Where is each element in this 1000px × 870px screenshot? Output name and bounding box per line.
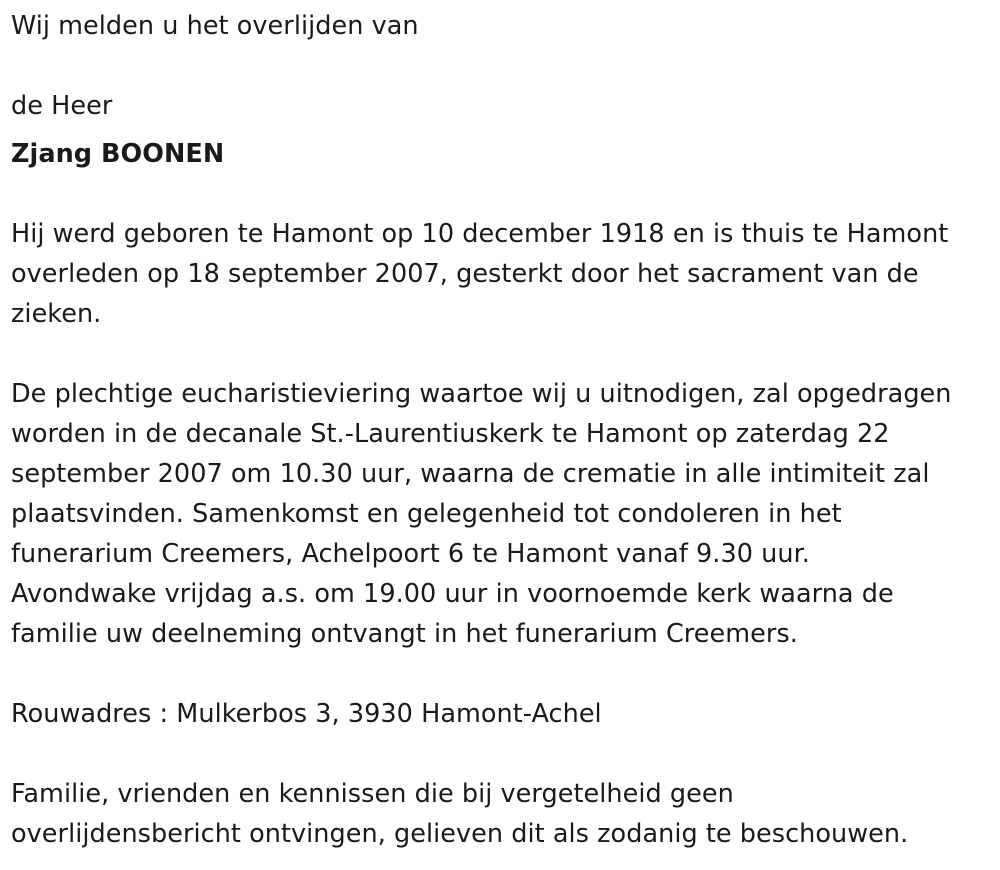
paragraph-line: Familie, vrienden en kennissen die bij vergetelheid geen	[11, 779, 734, 809]
ceremony-paragraph	[11, 374, 996, 654]
intro-text: Wij melden u het overlijden van	[11, 11, 419, 41]
birth-death-paragraph	[11, 214, 996, 334]
paragraph-line: De plechtige eucharistieviering waartoe wij u uitnodigen, zal opgedragen	[11, 379, 952, 409]
spacer	[11, 334, 996, 374]
paragraph-line: familie uw deelneming ontvangt in het funerarium Creemers.	[11, 619, 798, 649]
paragraph-line: worden in de decanale St.-Laurentiuskerk te Hamont op zaterdag 22	[11, 419, 890, 449]
spacer	[11, 734, 996, 774]
spacer	[11, 174, 996, 214]
paragraph-line: overlijdensbericht ontvingen, gelieven dit als zodanig te beschouwen.	[11, 819, 909, 849]
paragraph-line: plaatsvinden. Samenkomst en gelegenheid tot condoleren in het	[11, 499, 842, 529]
mourning-address: Rouwadres : Mulkerbos 3, 3930 Hamont-Achel	[11, 699, 602, 729]
closing-paragraph	[11, 774, 996, 854]
death-notice	[11, 6, 996, 854]
paragraph-line: Avondwake vrijdag a.s. om 19.00 uur in voornoemde kerk waarna de	[11, 579, 894, 609]
paragraph-line: september 2007 om 10.30 uur, waarna de crematie in alle intimiteit zal	[11, 459, 930, 489]
paragraph-line: funerarium Creemers, Achelpoort 6 te Hamont vanaf 9.30 uur.	[11, 539, 810, 569]
deceased-name: Zjang BOONEN	[11, 139, 225, 169]
spacer	[11, 654, 996, 694]
spacer	[11, 46, 996, 86]
paragraph-line: zieken.	[11, 299, 102, 329]
paragraph-line: overleden op 18 september 2007, gesterkt door het sacrament van de	[11, 259, 919, 289]
honorific-text: de Heer	[11, 91, 113, 121]
paragraph-line: Hij werd geboren te Hamont op 10 december 1918 en is thuis te Hamont	[11, 219, 949, 249]
